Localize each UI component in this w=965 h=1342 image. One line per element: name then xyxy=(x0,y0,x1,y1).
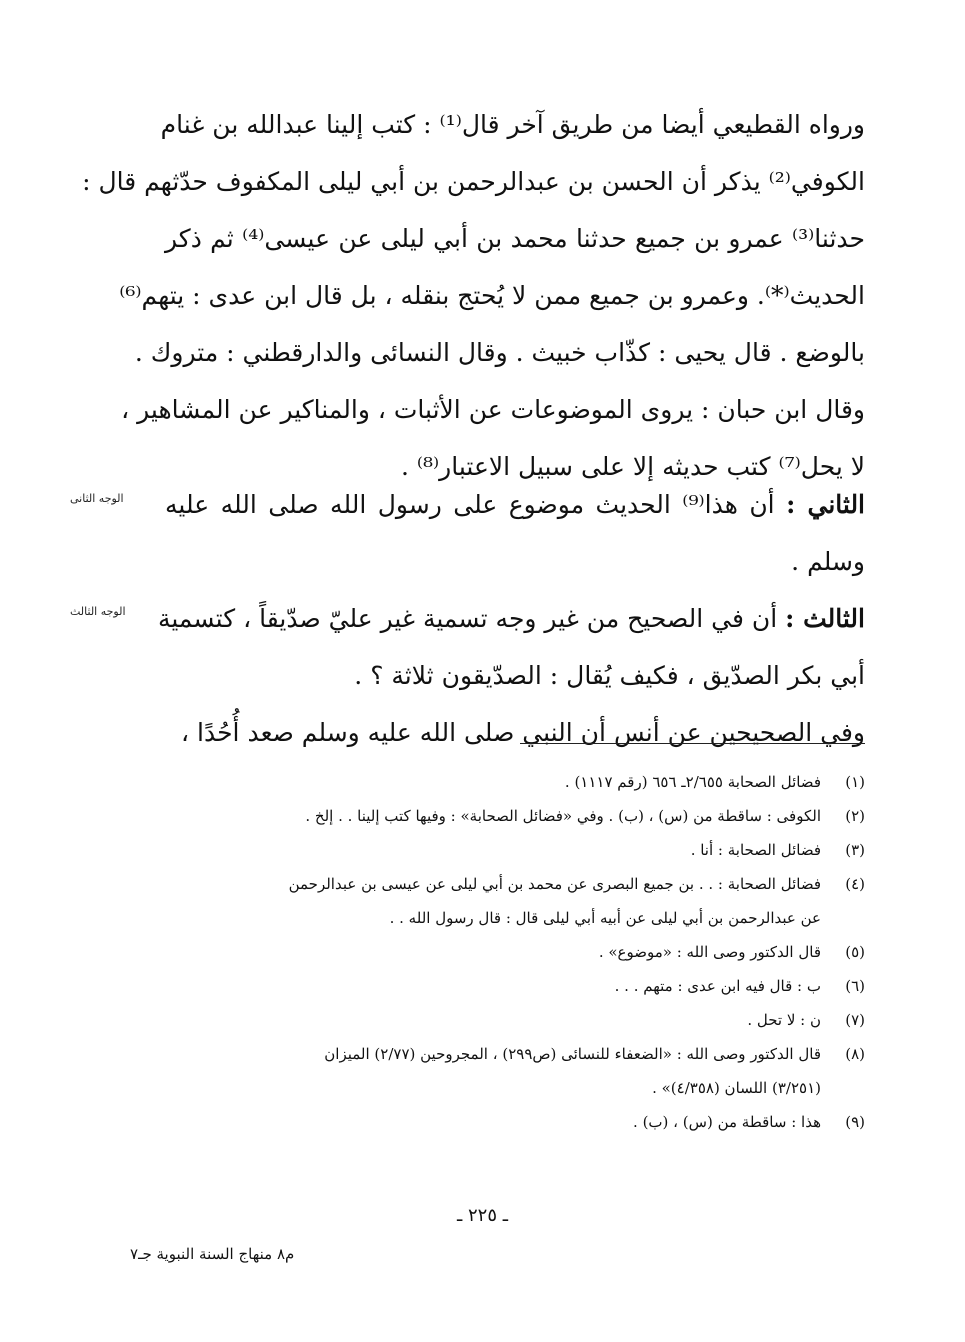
footnote-text xyxy=(160,867,821,935)
footnote-number: (٨) xyxy=(845,1045,865,1063)
margin-note-third: الوجه الثالث xyxy=(70,605,126,618)
footnote-item xyxy=(160,833,865,867)
body-line: لا يحل⁽⁷⁾ كتب حديثه إلا على سبيل الاعتبار⁽⁸⁾ . xyxy=(400,452,865,481)
footnote-number: (٤) xyxy=(845,875,865,893)
body-line: أبي بكر الصدّيق ، فكيف يُقال : الصدّيقون ثلاثة ؟ . xyxy=(354,661,865,690)
printer-signature: م٨ منهاج السنة النبوية جـ٧ xyxy=(130,1245,295,1263)
footnote-number: (٦) xyxy=(845,977,865,995)
footnote-line: عن عبدالرحمن بن أبي ليلى عن أبيه أبي ليلى قال : قال رسول الله . . xyxy=(389,909,821,927)
footnote-text: فضائل الصحابة : أنا . xyxy=(690,841,821,859)
body-line: وسلم . xyxy=(791,547,865,576)
footnote-item xyxy=(160,969,865,1003)
footnote-divider xyxy=(520,743,865,744)
footnote-number: (٧) xyxy=(845,1011,865,1029)
footnote-item xyxy=(160,867,865,935)
body-line: وقال ابن حبان : يروى الموضوعات عن الأثبات ، والمناكير عن المشاهير ، xyxy=(121,395,865,424)
footnote-item xyxy=(160,799,865,833)
footnote-item xyxy=(160,765,865,799)
footnote-line: فضائل الصحابة : . . بن جميع البصرى عن محمد بن أبي ليلى عن عيسى بن عبدالرحمن xyxy=(288,875,821,893)
body-line: الحديث⁽*⁾. وعمرو بن جميع ممن لا يُحتج بنقله ، بل قال ابن عدى : يتهم⁽⁶⁾ xyxy=(119,281,865,310)
paragraph-sahihayn xyxy=(165,704,865,761)
footnote-number: (٢) xyxy=(845,807,865,825)
footnote-text: فضائل الصحابة ٢/٦٥٥ـ ٦٥٦ (رقم ١١١٧) . xyxy=(564,773,821,791)
footnote-item xyxy=(160,1003,865,1037)
body-line: ورواه القطيعي أيضا من طريق آخر قال⁽¹⁾ : كتب إلينا عبدالله بن غنام xyxy=(160,110,865,139)
body-text: أن في الصحيح من غير وجه تسمية غير عليّ صدّيقاً ، كتسمية xyxy=(157,604,786,633)
footnote-text: ن : لا تحل . xyxy=(747,1011,821,1029)
page-number: ـ ٢٢٥ ـ xyxy=(456,1205,508,1226)
footnote-number: (٩) xyxy=(845,1113,865,1131)
footnote-number: (١) xyxy=(845,773,865,791)
paragraph-third-aspect xyxy=(157,590,865,704)
footnote-text xyxy=(160,1037,821,1105)
footnote-item xyxy=(160,1105,865,1139)
body-line: وفي الصحيحين عن أنس أن النبي صلى الله عليه وسلم صعد أُحُدًا ، xyxy=(181,718,865,747)
margin-note-second: الوجه الثانى xyxy=(70,492,124,505)
paragraph-qutaybi xyxy=(82,96,865,495)
footnote-line: قال الدكتور وصى الله : «الضعفاء للنسائى (ص٢٩٩) ، المجروحين (٢/٧٧) الميزان xyxy=(324,1045,821,1063)
body-line: بالوضع . قال يحيى : كذّاب خبيث . وقال النسائى والدارقطني : متروك . xyxy=(134,338,865,367)
paragraph-second-aspect xyxy=(165,476,865,590)
section-heading-third: الثالث : xyxy=(785,604,865,633)
footnote-text: قال الدكتور وصى الله : «موضوع» . xyxy=(598,943,821,961)
section-heading-second: الثاني : xyxy=(786,490,866,519)
footnote-item xyxy=(160,1037,865,1105)
footnotes xyxy=(160,765,865,1139)
body-line: حدثنا⁽³⁾ عمرو بن جميع حدثنا محمد بن أبي ليلى عن عيسى⁽⁴⁾ ثم ذكر xyxy=(165,224,865,253)
footnote-text: هذا : ساقطة من (س) ، (ب) . xyxy=(633,1113,821,1131)
footnote-number: (٥) xyxy=(845,943,865,961)
body-text: أن هذا⁽⁹⁾ الحديث موضوع على رسول الله صلى الله عليه xyxy=(165,490,787,519)
footnote-item xyxy=(160,935,865,969)
footnote-text: ب : قال فيه ابن عدى : متهم . . . xyxy=(614,977,821,995)
body-line: الكوفي⁽²⁾ يذكر أن الحسن بن عبدالرحمن بن أبي ليلى المكفوف حدّثهم قال : xyxy=(82,167,865,196)
footnote-line: (٣/٢٥١) اللسان (٤/٣٥٨)» . xyxy=(652,1079,821,1097)
footnote-text: الكوفى : ساقطة من (س) ، (ب) . وفي «فضائل الصحابة» : وفيها كتب إلينا . . إلخ . xyxy=(305,807,821,825)
footnote-number: (٣) xyxy=(845,841,865,859)
